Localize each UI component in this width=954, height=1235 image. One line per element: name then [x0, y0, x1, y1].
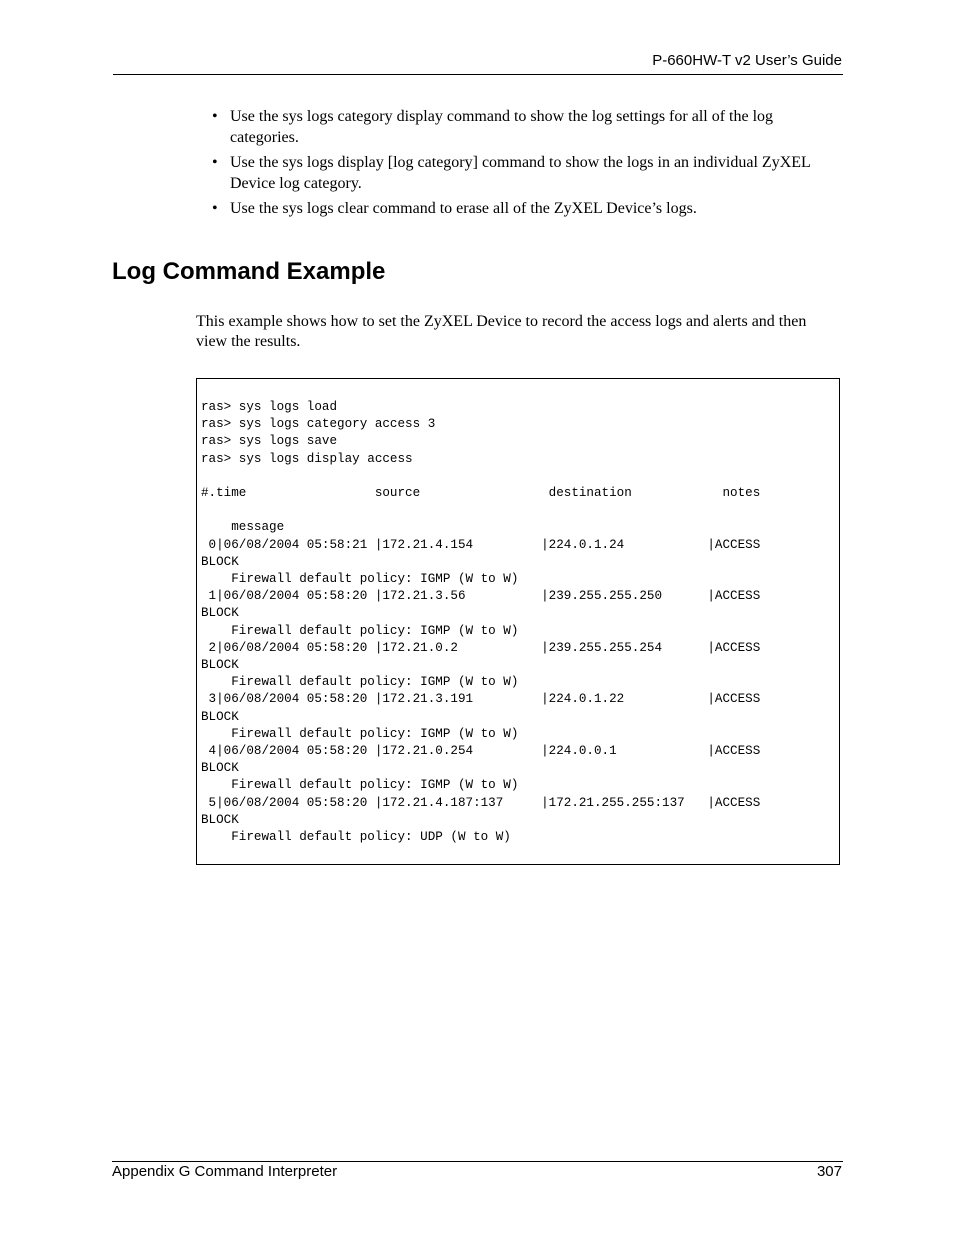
list-item: [212, 152, 832, 194]
command-output: ras> sys logs load ras> sys logs category access 3 ras> sys logs save ras> sys logs display access #.time source destination notes message 0|06/08/2004 05:58:21 |172.21.4.154 |224.0.1.24 |ACCESS BLOCK Firewall default policy: IGMP (W to W) 1|06/08/2004 05:58:20 |172.21.3.56 |239.255.255.250 |ACCESS BLOCK Firewall default policy: IGMP (W to W) 2|06/08/2004 05:58:20 |172.21.0.2 |239.255.255.254 |ACCESS BLOCK Firewall default policy: IGMP (W to W) 3|06/08/2004 05:58:20 |172.21.3.191 |224.0.1.22 |ACCESS BLOCK Firewall default policy: IGMP (W to W) 4|06/08/2004 05:58:20 |172.21.0.254 |224.0.0.1 |ACCESS BLOCK Firewall default policy: IGMP (W to W) 5|06/08/2004 05:58:20 |172.21.4.187:137 |172.21.255.255:137 |ACCESS BLOCK Firewall default policy: UDP (W to W): [201, 400, 761, 845]
bullet-marker: •: [212, 200, 218, 217]
list-item-text: Use the sys logs display [log category] command to show the logs in an individual ZyXEL Device log category.: [230, 154, 811, 192]
code-example-box: [196, 378, 840, 865]
intro-paragraph: This example shows how to set the ZyXEL Device to record the access logs and alerts and then view the results.: [196, 313, 807, 350]
bullet-marker: •: [212, 154, 218, 171]
page-footer: [112, 1161, 843, 1186]
section-title: Log Command Example: [112, 258, 386, 285]
list-item-text: Use the sys logs clear command to erase all of the ZyXEL Device’s logs.: [230, 200, 697, 217]
header-title: P-660HW-T v2 User’s Guide: [652, 52, 842, 69]
list-item-text: Use the sys logs category display command to show the log settings for all of the log categories.: [230, 108, 774, 146]
list-item: [212, 106, 832, 148]
page-header: [113, 50, 843, 75]
list-item: [212, 198, 832, 219]
page-number: 307: [816, 1163, 842, 1180]
bullet-marker: •: [212, 108, 218, 125]
footer-chapter: Appendix G Command Interpreter: [112, 1163, 338, 1180]
bullet-list: [212, 106, 832, 223]
